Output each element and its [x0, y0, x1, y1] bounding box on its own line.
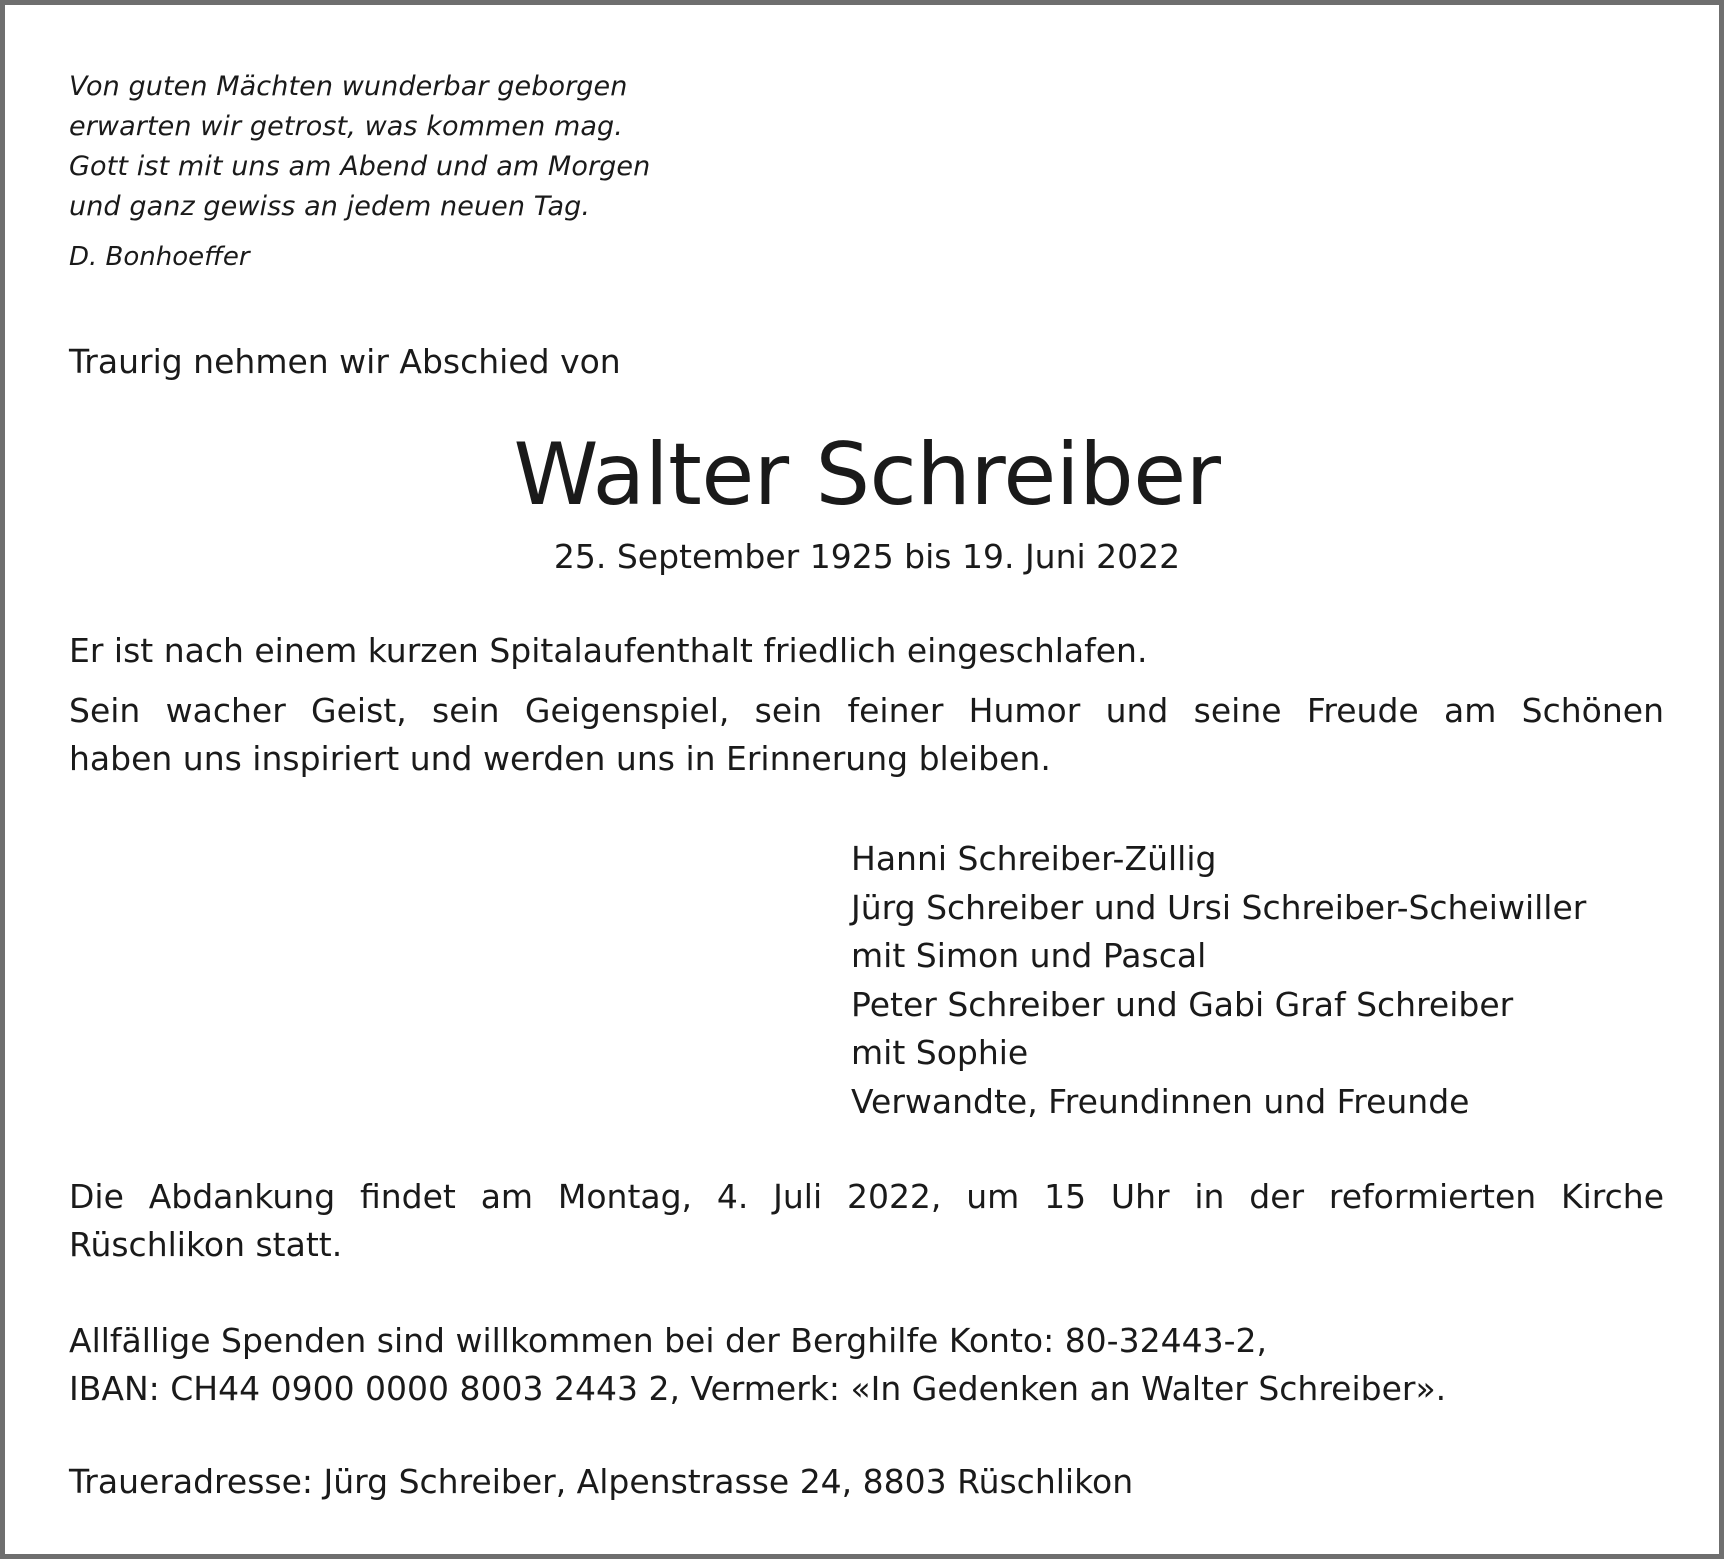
poem-author: D. Bonhoeffer: [69, 242, 250, 272]
mourner-line: mit Sophie: [851, 1033, 1029, 1072]
poem-line: erwarten wir getrost, was kommen mag.: [69, 111, 623, 142]
service-info: [69, 1173, 1664, 1269]
poem-quote: [69, 67, 650, 227]
mourners-list: [851, 835, 1586, 1126]
poem-line: Von guten Mächten wunderbar geborgen: [69, 71, 628, 102]
donation-info: [69, 1317, 1664, 1413]
service-line: Die Abdankung findet am Montag, 4. Juli 2022, um 15 Uhr in der reformierten Kirche: [69, 1177, 1664, 1216]
intro-text: Traurig nehmen wir Abschied von: [69, 342, 621, 381]
life-dates: 25. September 1925 bis 19. Juni 2022: [553, 537, 1181, 576]
service-line: Rüschlikon statt.: [69, 1225, 343, 1264]
message-paragraph-2: [69, 687, 1664, 783]
mourning-address: Traueradresse: Jürg Schreiber, Alpenstrasse 24, 8803 Rüschlikon: [69, 1462, 1134, 1501]
deceased-name: Walter Schreiber: [513, 425, 1221, 525]
poem-line: Gott ist mit uns am Abend und am Morgen: [69, 151, 651, 182]
donation-line: Allfällige Spenden sind willkommen bei der Berghilfe Konto: 80-32443-2,: [69, 1321, 1267, 1360]
mourner-line: Verwandte, Freundinnen und Freunde: [851, 1081, 1470, 1121]
message-line: Er ist nach einem kurzen Spitalaufenthalt friedlich eingeschlafen.: [69, 631, 1148, 670]
mourner-line: mit Simon und Pascal: [851, 936, 1207, 975]
mourner-line: Jürg Schreiber und Ursi Schreiber-Scheiwiller: [851, 887, 1587, 927]
mourner-line: Peter Schreiber und Gabi Graf Schreiber: [851, 984, 1514, 1024]
donation-line: IBAN: CH44 0900 0000 8003 2443 2, Vermerk: «In Gedenken an Walter Schreiber».: [69, 1369, 1447, 1408]
mourner-line: Hanni Schreiber-Züllig: [851, 839, 1217, 878]
message-line: haben uns inspiriert und werden uns in Erinnerung bleiben.: [69, 739, 1051, 778]
poem-line: und ganz gewiss an jedem neuen Tag.: [69, 191, 591, 222]
message-line: Sein wacher Geist, sein Geigenspiel, sein feiner Humor und seine Freude am Schönen: [69, 691, 1664, 730]
message-paragraph-1: [69, 627, 1664, 675]
